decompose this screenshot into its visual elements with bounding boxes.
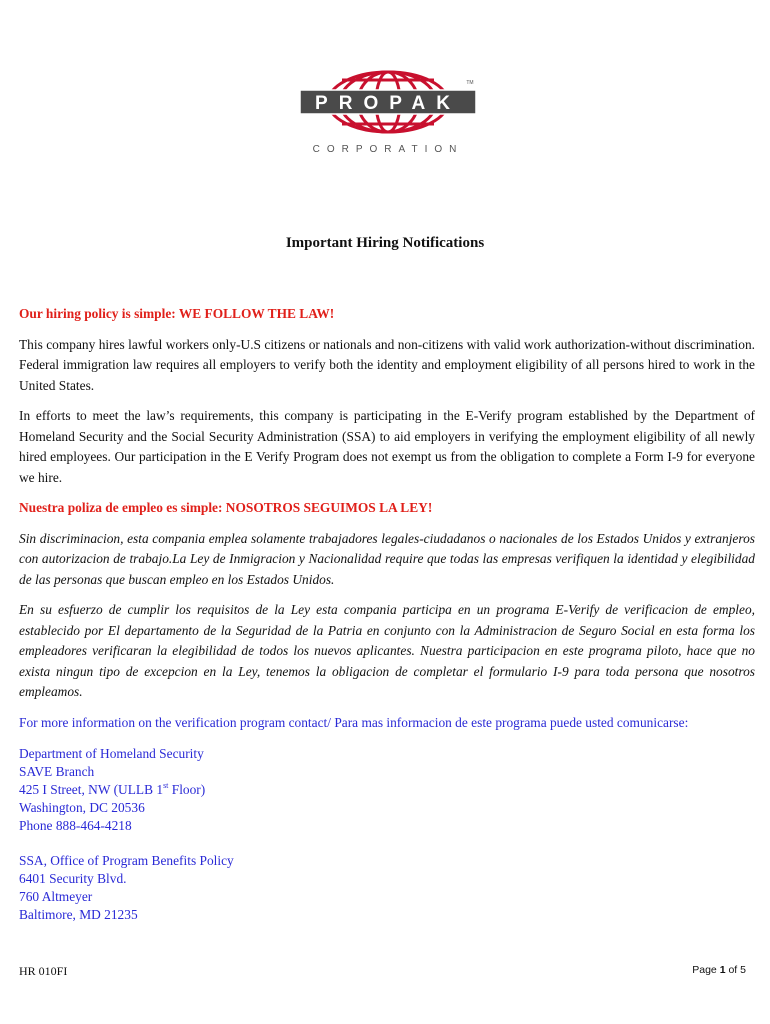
english-paragraph-2: In efforts to meet the law’s requirements, this company is participating in the E-Verify program established by the Department of Homeland Security and the Social Security Administration (SSA) to aid employers in verifying the employment eligibility of all newly hired employees. Our participation in the E Verify Program does not exempt us from the obligation to complete a Form I-9 for everyone we hire.: [19, 408, 755, 485]
ssa-line-3: 760 Altmeyer: [19, 889, 93, 904]
dhs-line-3-pre: 425 I Street, NW (ULLB 1: [19, 782, 164, 797]
dhs-line-2: SAVE Branch: [19, 764, 95, 779]
logo-subtitle: CORPORATION: [312, 144, 464, 155]
dhs-line-3-post: Floor): [168, 782, 206, 797]
page-total: 5: [740, 964, 746, 976]
propak-logo: [298, 68, 478, 158]
english-heading: Our hiring policy is simple: WE FOLLOW THE LAW!: [19, 306, 335, 321]
dhs-line-1: Department of Homeland Security: [19, 746, 204, 761]
page-word: Page: [692, 964, 717, 976]
propak-logo-graphic: [298, 68, 478, 158]
ssa-line-1: SSA, Office of Program Benefits Policy: [19, 853, 234, 868]
form-code: HR 010FI: [19, 964, 68, 978]
ssa-address: [19, 852, 755, 924]
spanish-heading: Nuestra poliza de empleo es simple: NOSOTROS SEGUIMOS LA LEY!: [19, 500, 433, 515]
document-body: [19, 304, 755, 941]
dhs-line-3: [19, 781, 755, 799]
spanish-paragraph-2: En su esfuerzo de cumplir los requisitos de la Ley esta compania participa en un programa E-Verify de verificacion de empleo, establecido por El departamento de la Seguridad de la Patria en conjunto con la Administracion de Seguro Social en esta forma los empleadores verificaran la elegibilidad de todos los nuevos aplicantes. Nuestra participacion en este programa piloto, hace que no exista ningun tipo de excepcion en la Ley, tenemos la obligacion de completar el formulario I-9 para toda persona que nosotros empleamos.: [19, 602, 755, 699]
dhs-line-3-sup: st: [163, 781, 169, 790]
contact-intro: For more information on the verification program contact/ Para mas informacion de este programa puede usted comunicarse:: [19, 714, 689, 730]
ssa-line-4: Baltimore, MD 21235: [19, 907, 138, 922]
page-number: [692, 964, 746, 976]
page-title: Important Hiring Notifications: [285, 235, 485, 251]
ssa-line-2: 6401 Security Blvd.: [19, 871, 127, 886]
logo-tm: TM: [466, 80, 474, 86]
page-current: 1: [719, 964, 726, 976]
dhs-line-4: Washington, DC 20536: [19, 800, 145, 815]
spanish-paragraph-1: Sin discriminacion, esta compania emplea solamente trabajadores legales-ciudadanos o nacionales de los Estados Unidos y extranjeros con autorizacion de trabajo.La Ley de Inmigracion y Nacionalidad require que todas las empresas verifiquen la identidad y elegibilidad de las personas que buscan empleo en los Estados Unidos.: [19, 530, 755, 587]
logo-name: PROPAK: [315, 93, 461, 114]
of-word: of: [728, 964, 738, 976]
dhs-address: [19, 745, 755, 835]
english-paragraph-1: This company hires lawful workers only-U.S citizens or nationals and non-citizens with valid work authorization-without discrimination. Federal immigration law requires all employers to verify both the identity and employment eligibility of all persons hired to work in the United States.: [19, 336, 755, 393]
dhs-phone: Phone 888-464-4218: [19, 818, 132, 833]
